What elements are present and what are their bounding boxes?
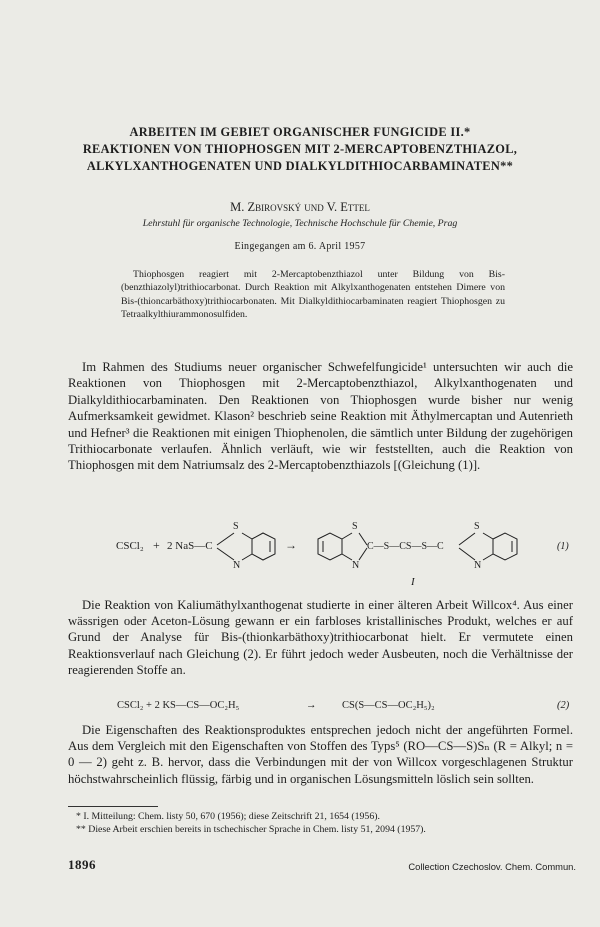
eq1-n-atom-1: N (233, 560, 241, 571)
eq2-right: CS(S—CS—OC₂H₅)₂ (342, 700, 435, 711)
paragraph-3-text: Die Eigenschaften des Reaktionsproduktes entsprechen jedoch nicht der angeführten Formel. Aus dem Vergleich mit den Eigenschaften von Stoffen des Typs⁵ (RO—CS—S)Sₙ (R = Alkyl; n = 0 — 2) geht z. B. hervor, dass die Verbindungen mit der von Willcox vorgeschlagenen Struktur höchstwahrscheinlich flüssig, färbig und in organischen Lösungsmitteln löslich sein sollten. (68, 723, 573, 786)
authors: M. Zbirovský und V. Ettel (230, 200, 370, 214)
eq1-n-atom-2: N (352, 560, 360, 571)
eq2-left: CSCl₂ + 2 KS—CS—OC₂H₅ (117, 700, 240, 711)
article-title (40, 124, 560, 175)
eq1-number: (1) (557, 541, 569, 552)
paragraph-1-text: Im Rahmen des Studiums neuer organischer Schwefelfungicide¹ untersuchten wir auch die Reaktionen von Thiophosgen mit 2-Mercaptobenzthiazol, Alkylxanthogenaten und Dialkyldithiocarbaminaten. Den Reaktionen von Thiophosgen wurde bisher nur wenig Aufmerksamkeit gewidmet. Klason² beschrieb seine Reaktion mit Äthylmercaptan und Autenrieth und Hefner³ die Reaktionen mit einigen Thiophenolen, die sämtlich unter Bildung der zugehörigen Trithiocarbonate verlaufen. Ähnlich verläuft, wie wir feststellten, auch die Reaktion von Thiophosgen mit dem Natriumsalz des 2-Mercaptobenzthiazols [(Gleichung (1)]. (68, 360, 573, 473)
benzothiazole-ring-3 (459, 533, 517, 560)
title-line-3: ALKYLXANTHOGENATEN UND DIALKYLDITHIOCARBAMINATEN** (86, 159, 514, 173)
eq1-compound-label: I (411, 576, 415, 588)
page-number: 1896 (68, 857, 96, 872)
eq2-arrow: → (306, 700, 317, 711)
equation-1 (64, 515, 584, 595)
footnote-2: ** Diese Arbeit erschien bereits in tschechischer Sprache in Chem. listy 51, 2094 (1957). (76, 824, 426, 835)
benzothiazole-ring-1 (217, 533, 275, 560)
eq1-reactant-cscl2: CSCl₂ (116, 540, 144, 552)
abstract (121, 268, 505, 322)
footnote-1: * I. Mitteilung: Chem. listy 50, 670 (1956); diese Zeitschrift 21, 1654 (1956). (76, 811, 380, 822)
eq1-arrow: → (285, 538, 297, 552)
paragraph-3 (68, 722, 573, 787)
footnote-divider (68, 806, 158, 807)
paragraph-2 (68, 597, 573, 678)
eq1-s-atom-2: S (352, 521, 358, 532)
journal-name: Collection Czechoslov. Chem. Commun. (408, 861, 576, 872)
paragraph-2-text: Die Reaktion von Kaliumäthylxanthogenat studierte in einer älteren Arbeit Willcox⁴. Aus einer wässrigen oder Aceton-Lösung gewann er ein farbloses kristallinisches Produkt, welches er auf Grund der Analyse für Bis-(thionkarbäthoxy)trithiocarbonat hielt. Er vermutete einen Reaktionsverlauf nach Gleichung (2). Er führt jedoch weder Ausbeuten, noch die Verhältnisse der reagierenden Stoffe an. (68, 598, 573, 677)
benzothiazole-ring-2 (318, 533, 367, 560)
eq1-product-chain: C—S—CS—S—C (367, 541, 444, 552)
abstract-text: Thiophosgen reagiert mit 2-Mercaptobenzthiazol unter Bildung von Bis-(benzthiazolyl)trithiocarbonat. Durch Reaktion mit Alkylxanthogenaten entstehen Dimere von Bis-(thioncarbäthoxy)trithiocarbonaten. Mit Dialkyldithiocarbaminaten reagiert Thiophosgen zu Tetraalkylthiurammonosulfiden. (121, 269, 505, 321)
eq2-number: (2) (557, 700, 570, 711)
title-line-1: ARBEITEN IM GEBIET ORGANISCHER FUNGICIDE II.* (129, 125, 471, 139)
eq1-reactant-nas: 2 NaS—C (167, 540, 213, 552)
paragraph-1 (68, 359, 573, 474)
title-line-2: REAKTIONEN VON THIOPHOSGEN MIT 2-MERCAPTOBENZTHIAZOL, (82, 142, 518, 156)
eq1-s-atom-1: S (233, 521, 239, 532)
eq1-plus: + (153, 538, 160, 552)
affiliation: Lehrstuhl für organische Technologie, Technische Hochschule für Chemie, Prag (142, 218, 458, 229)
equation-2 (70, 700, 575, 716)
eq1-s-atom-3: S (474, 521, 480, 532)
received-date: Eingegangen am 6. April 1957 (234, 241, 366, 252)
eq1-n-atom-3: N (474, 560, 482, 571)
